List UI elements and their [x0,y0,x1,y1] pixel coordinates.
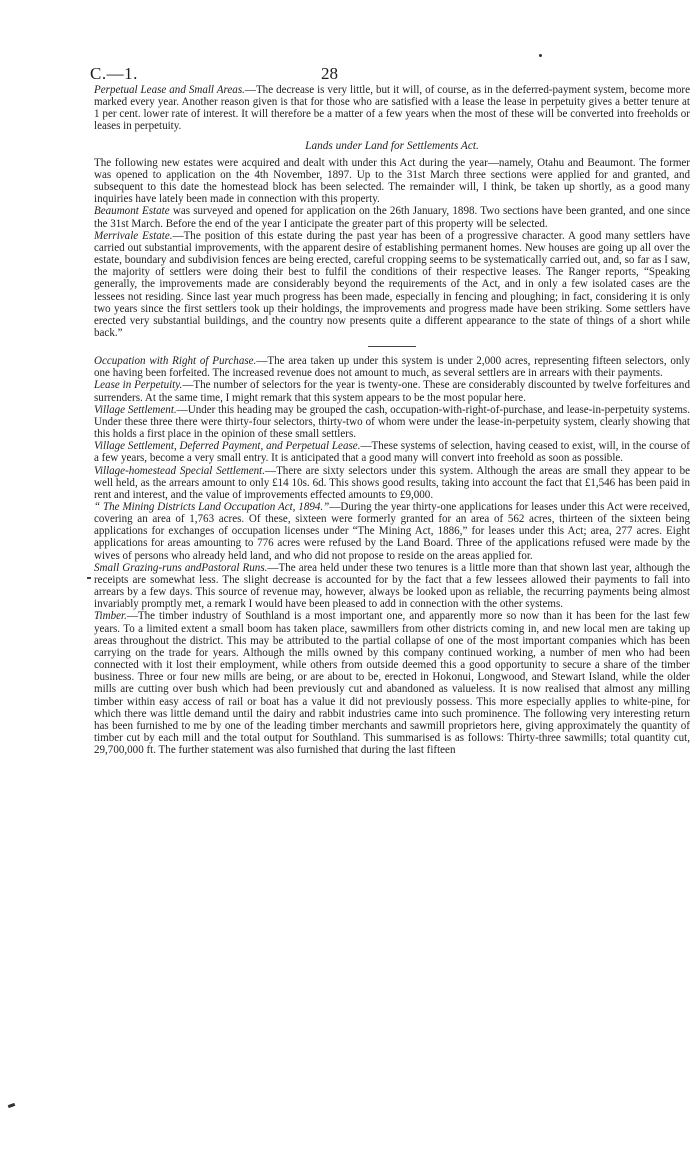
paragraph-body: —The area taken up under this system is under 2,000 acres, representing fifteen selectors, only one having been forfeited. The increased revenue does not amount to much, as several settlers are in arrears with their payments. [94,355,691,380]
paragraph-body: —During the year thirty-one applications for leases under this Act were received, covering an area of 1,763 acres. Of these, sixteen were formerly granted for an area of 562 acres, thirteen of the sixteen being applications for exchanges of occupation licenses under “The Mining Act, 1886,” for leases under this Act; area, 277 acres. Eight applications for areas amounting to 776 acres were refused by the Land Board. Three of the applications refused were made by the wives of persons who already held land, and who did not propose to reside on the areas applied for. [94,501,691,562]
margin-mark [87,577,91,579]
paragraph-timber [94,610,690,756]
section-divider [368,346,416,347]
paragraph-title: Small Grazing-runs andPastoral Runs. [94,561,268,574]
paragraph-body: was surveyed and opened for application on the 26th January, 1898. Two sections have been granted, and one since the 31st March. Before the end of the year I anticipate the greater part of this property will be selected. [94,205,690,230]
paragraph-body: —There are sixty selectors under this system. Although the areas are small they appear to be well held, as the arrears amount to only £14 10s. 6d. This shows good results, taking into account the fact that £1,546 has been paid in rent and interest, and the value of improvements effected amounts to £9,000. [94,464,690,501]
paragraph-title: Village Settlement, Deferred Payment, and Perpetual Lease. [94,440,361,453]
paragraph-title: Timber. [94,610,127,623]
paragraph-beaumont-estate [94,205,690,229]
paragraph-title: Merrivale Estate. [94,229,173,242]
paragraph-body: —These systems of selection, having ceased to exist, will, in the course of a few years, become a very small entry. It is anticipated that a good many will convert into freehold as soon as possible. [94,440,690,465]
paragraph-new-estates: The following new estates were acquired and dealt with under this Act during the year—namely, Otahu and Beaumont. The former was opened to application on the 4th November, 1897. Up to the 31st March three sections were applied for and granted, and subsequent to this date the homestead block has been selected. The remainder will, I think, be taken up shortly, as a good many inquiries have lately been made in connection with this property. [94,156,690,206]
paragraph-mining-districts-act [94,501,690,562]
paragraph-title: Perpetual Lease and Small Areas. [94,84,245,96]
paragraph-body: —Under this heading may be grouped the cash, occupation-with-right-of-purchase, and lease-in-perpetuity systems. Under these three there were thirty-four selectors, thirty-two of whom were under the lease-in-perpetuity system, clearly showing that this holds a first place in the opinion of these small settlers. [94,403,690,441]
paragraph-body: —The number of selectors for the year is twenty-one. These are considerably discounted by twelve forfeitures and surrenders. At the same time, I might remark that this system appears to be the most popular here. [94,379,690,404]
print-speck [539,54,542,57]
paragraph-title: Beaumont Estate [94,205,170,218]
paragraph-merrivale-estate [94,230,690,339]
body-text [94,84,690,756]
paragraph-occupation-right-purchase [94,355,690,379]
paragraph-village-settlement [94,404,690,440]
paragraph-title: Village-homestead Special Settlement. [94,464,266,477]
paragraph-perpetual-lease [94,84,690,133]
page-header [90,50,690,84]
paragraph-body: —The position of this estate during the past year has been of a progressive character. A good many settlers have carried out substantial improvements, with the apparent desire of establishing permanent homes. New houses are going up all over the estate, boundary and subdivision fences are being erected, careful cropping seems to be systematically carried out, and, so far as I saw, the majority of settlers were doing their best to fulfil the conditions of their respective leases. The Ranger reports, “Speaking generally, the improvements made are considerably beyond the requirements of the Act, and in only a few isolated cases are the lessees not residing. Since last year much progress has been made, especially in fencing and ploughing; in fact, considering it is only two years since the first settlers took up their holdings, the improvements and progress made have been striking. Some settlers have erected very substantial buildings, and the country now presents quite a different appearance to the state of things of a short while back.” [94,229,690,339]
document-reference: C.—1. [90,64,138,83]
paragraph-lease-in-perpetuity [94,379,690,403]
paragraph-title: Occupation with Right of Purchase. [94,355,257,368]
page-number: 28 [321,64,338,83]
paragraph-title: “ The Mining Districts Land Occupation Act, 1894.” [94,501,330,513]
paragraph-title: Village Settlement. [94,403,177,416]
paragraph-village-homestead [94,465,690,501]
margin-mark [8,1103,16,1108]
section-heading: Lands under Land for Settlements Act. [305,139,479,152]
paragraph-body: —The decrease is very little, but it will, of course, as in the deferred-payment system, become more marked every year. Another reason given is that for those who are satisfied with a lease the lease in perpetuity gives a better tenure at 1 per cent. lower rate of interest. It will therefore be a matter of a few years when the most of these will be converted into freeholds or leases in perpetuity. [94,84,690,133]
paragraph-village-deferred-payment [94,440,690,464]
paragraph-body: —The timber industry of Southland is a most important one, and apparently more so now than it has been for the last few years. To a limited extent a small boom has taken place, sawmillers from other districts coming in, and new local men are taking up areas throughout the district. This may be attributed to the partial collapse of one of the most important companies which has been carrying on the trade for years. Although the mills owned by this company continued working, a number of men who had been connected with it lost their employment, while others from outside deemed this a good opportunity to secure a share of the timber business. Three or four new mills are being, or are about to be, erected in Hokonui, Longwood, and Stewart Island, while the older mills are cutting over bush which had been previously cut and abandoned as valueless. It is now realised that almost any milling timber within easy access of rail or boat has a value it did not previously possess. This more especially applies to white-pine, for which there was little demand until the dairy and rabbit industries came into such prominence. The following very interesting return has been furnished to me by one of the leading timber merchants and sawmill proprietors here, giving approximately the quantity of timber cut by each mill and the total output for Southland. This summarised is as follows: Thirty-three sawmills; total quantity cut, 29,700,000 ft. The further statement was also furnished that during the last fifteen [94,610,690,757]
document-page [90,50,691,757]
paragraph-title: Lease in Perpetuity. [94,379,183,392]
paragraph-small-grazing-runs [94,562,690,611]
paragraph-body: —The area held under these two tenures is a little more than that shown last year, although the receipts are somewhat less. The slight decrease is accounted for by the fact that a few lessees allowed their payments to fall into arrears by a few days. This source of revenue may, however, always be looked upon as reliable, the recurring payments being almost invariably promptly met, a remark I would have been pleased to add in connection with the other systems. [94,561,691,611]
